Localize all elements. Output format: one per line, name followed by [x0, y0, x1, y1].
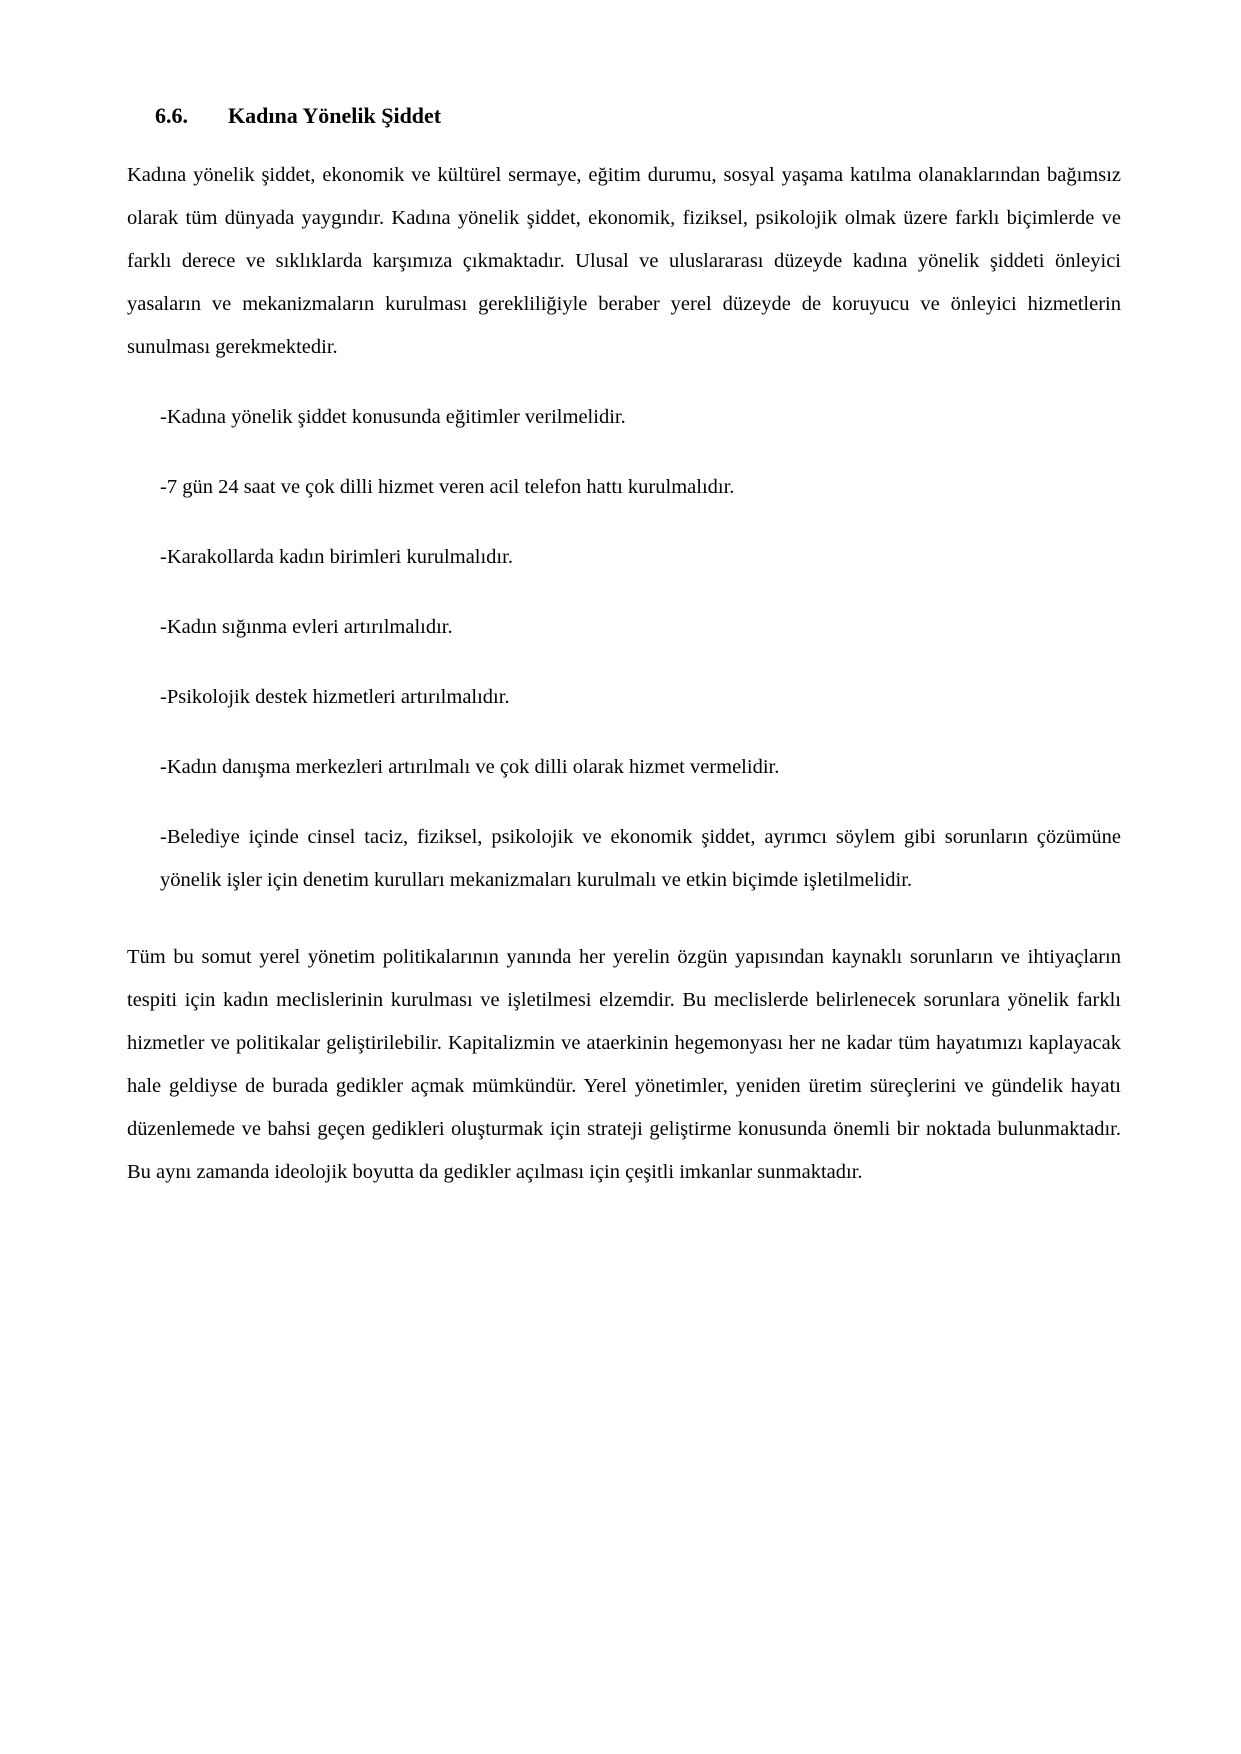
- intro-paragraph: Kadına yönelik şiddet, ekonomik ve kültürel sermaye, eğitim durumu, sosyal yaşama katılma olanaklarından bağımsız olarak tüm dünyada yaygındır. Kadına yönelik şiddet, ekonomik, fiziksel, psikolojik olmak üzere farklı biçimlerde ve farklı derece ve sıklıklarda karşımıza çıkmaktadır. Ulusal ve uluslararası düzeyde kadına yönelik şiddeti önleyici yasaların ve mekanizmaların kurulması gerekliliğiyle beraber yerel düzeyde de koruyucu ve önleyici hizmetlerin sunulması gerekmektedir.: [127, 164, 1121, 358]
- section-heading: [155, 102, 1121, 130]
- recommendation-list: [127, 396, 1121, 902]
- list-item: -Belediye içinde cinsel taciz, fiziksel, psikolojik ve ekonomik şiddet, ayrımcı söylem gibi sorunların çözümüne yönelik işler için denetim kurulları mekanizmaları kurulmalı ve etkin biçimde işletilmelidir.: [160, 826, 1121, 891]
- list-item: -Psikolojik destek hizmetleri artırılmalıdır.: [160, 686, 510, 708]
- list-item: -Kadına yönelik şiddet konusunda eğitimler verilmelidir.: [160, 406, 626, 428]
- section-title: Kadına Yönelik Şiddet: [228, 103, 442, 128]
- list-item: -Karakollarda kadın birimleri kurulmalıdır.: [160, 546, 513, 568]
- list-item: -7 gün 24 saat ve çok dilli hizmet veren acil telefon hattı kurulmalıdır.: [160, 476, 735, 498]
- closing-paragraph: Tüm bu somut yerel yönetim politikalarının yanında her yerelin özgün yapısından kaynaklı sorunların ve ihtiyaçların tespiti için kadın meclislerinin kurulması ve işletilmesi elzemdir. Bu meclislerde belirlenecek sorunlara yönelik farklı hizmetler ve politikalar geliştirilebilir. Kapitalizmin ve ataerkinin hegemonyası her ne kadar tüm hayatımızı kaplayacak hale geldiyse de burada gedikler açmak mümkündür. Yerel yönetimler, yeniden üretim süreçlerini ve gündelik hayatı düzenlemede ve bahsi geçen gedikleri oluşturmak için strateji geliştirme konusunda önemli bir noktada bulunmaktadır. Bu aynı zamanda ideolojik boyutta da gedikler açılması için çeşitli imkanlar sunmaktadır.: [127, 946, 1121, 1183]
- section-number: 6.6.: [155, 103, 188, 128]
- list-item: -Kadın danışma merkezleri artırılmalı ve çok dilli olarak hizmet vermelidir.: [160, 756, 780, 778]
- list-item: -Kadın sığınma evleri artırılmalıdır.: [160, 616, 453, 638]
